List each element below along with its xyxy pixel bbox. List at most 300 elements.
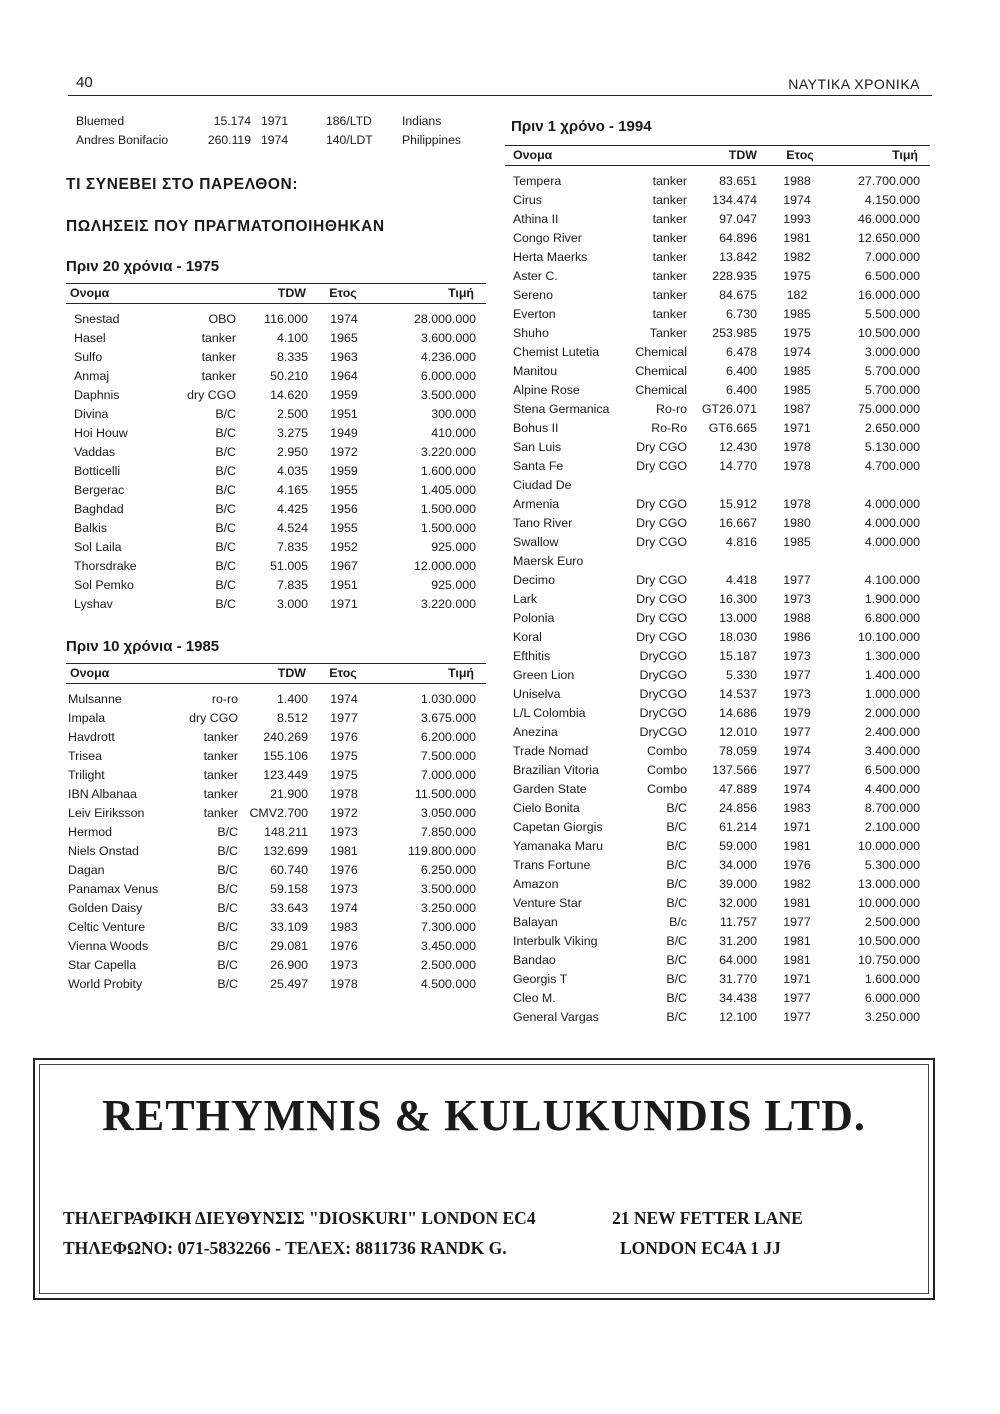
tdw-value: 31.200 xyxy=(719,934,757,948)
table-rule xyxy=(66,683,486,684)
row-spacer xyxy=(476,367,486,386)
vessel-type: Dry CGO xyxy=(636,440,687,454)
table-row xyxy=(505,495,930,514)
tdw-value: 7.835 xyxy=(276,578,308,592)
tdw-value: 7.835 xyxy=(276,540,308,554)
tdw-value: 51.005 xyxy=(270,559,308,573)
row-spacer xyxy=(920,343,930,362)
vessel-name: Bergerac xyxy=(74,483,125,497)
sale-price: 4.700.000 xyxy=(864,459,920,473)
vessel-type: tanker xyxy=(652,193,687,207)
tdw-value: 8.512 xyxy=(276,711,308,725)
row-spacer xyxy=(476,842,486,861)
tdw-value: 253.985 xyxy=(712,326,757,340)
year-built: 1976 xyxy=(330,730,358,744)
tdw-value: 21.900 xyxy=(270,787,308,801)
vessel-name: Havdrott xyxy=(68,730,115,744)
vessel-type: Combo xyxy=(647,763,687,777)
vessel-name: Panamax Venus xyxy=(68,882,159,896)
vessel-name: Shuho xyxy=(513,326,549,340)
vessel-name: Aster C. xyxy=(513,269,558,283)
tdw-value: 24.856 xyxy=(719,801,757,815)
row-spacer xyxy=(920,856,930,875)
sale-price: 3.400.000 xyxy=(864,744,920,758)
vessel-name: Amazon xyxy=(513,877,559,891)
table-row xyxy=(505,400,930,419)
row-spacer xyxy=(476,804,486,823)
row-spacer xyxy=(920,609,930,628)
row-spacer xyxy=(476,538,486,557)
tdw-value: 29.081 xyxy=(270,939,308,953)
vessel-type: B/C xyxy=(215,502,236,516)
row-spacer xyxy=(476,386,486,405)
row-spacer xyxy=(476,329,486,348)
row-spacer xyxy=(920,704,930,723)
vessel-type xyxy=(617,552,687,571)
year-built: 1977 xyxy=(783,668,811,682)
table-row xyxy=(505,267,930,286)
vessel-name: Uniselva xyxy=(513,687,561,701)
vessel-type: B/C xyxy=(666,877,687,891)
column-year-header: Ετος xyxy=(786,148,814,162)
vessel-type: B/C xyxy=(217,863,238,877)
tdw-value: 60.740 xyxy=(270,863,308,877)
table-row xyxy=(66,766,486,785)
table-row xyxy=(505,476,930,495)
vessel-type: Combo xyxy=(647,744,687,758)
sale-price: 7.000.000 xyxy=(864,250,920,264)
sale-price: 3.500.000 xyxy=(420,388,476,402)
row-spacer xyxy=(476,728,486,747)
vessel-type: tanker xyxy=(652,269,687,283)
sale-price: 46.000.000 xyxy=(857,212,920,226)
vessel-name: San Luis xyxy=(513,440,562,454)
sale-price: 5.500.000 xyxy=(864,307,920,321)
table-row xyxy=(505,723,930,742)
table-row xyxy=(505,951,930,970)
left-column xyxy=(66,112,486,994)
year-built: 1963 xyxy=(330,350,358,364)
table-row xyxy=(66,500,486,519)
sale-price: 10.500.000 xyxy=(857,934,920,948)
vessel-name: Sol Laila xyxy=(74,540,122,554)
table-row xyxy=(505,989,930,1008)
vessel-type: DryCGO xyxy=(639,649,687,663)
vessel-name: Yamanaka Maru xyxy=(513,839,603,853)
sale-price: 2.500.000 xyxy=(420,958,476,972)
city-postcode: LONDON EC4A 1 JJ xyxy=(620,1238,781,1258)
row-spacer xyxy=(920,723,930,742)
year-built: 1981 xyxy=(783,839,811,853)
year-built: 1976 xyxy=(783,858,811,872)
table-row xyxy=(66,348,486,367)
tdw-value: 2.950 xyxy=(276,445,308,459)
row-spacer xyxy=(920,400,930,419)
sale-price: 2.500.000 xyxy=(864,915,920,929)
row-spacer xyxy=(920,761,930,780)
year-built: 1964 xyxy=(330,369,358,383)
year-built: 1971 xyxy=(783,421,811,435)
table-row xyxy=(505,742,930,761)
table-row xyxy=(505,381,930,400)
period-20-header xyxy=(66,284,486,303)
sale-price: 1.030.000 xyxy=(420,692,476,706)
row-spacer xyxy=(920,324,930,343)
year-built: 1973 xyxy=(783,687,811,701)
sale-price: 10.100.000 xyxy=(857,630,920,644)
table-row xyxy=(66,842,486,861)
sale-price: 10.500.000 xyxy=(857,326,920,340)
year-built: 1978 xyxy=(783,440,811,454)
table-row xyxy=(66,367,486,386)
year-built: 1981 xyxy=(783,953,811,967)
year-built: 1974 xyxy=(783,744,811,758)
tdw-value: 3.000 xyxy=(276,597,308,611)
vessel-type: Dry CGO xyxy=(636,592,687,606)
table-row xyxy=(505,533,930,552)
table-row xyxy=(66,424,486,443)
table-row xyxy=(505,856,930,875)
vessel-name: Efthitis xyxy=(513,649,551,663)
year-built: 1973 xyxy=(330,882,358,896)
year-built: 1952 xyxy=(330,540,358,554)
sale-price: 4.500.000 xyxy=(420,977,476,991)
year-built: 1981 xyxy=(783,896,811,910)
tdw-value: CMV2.700 xyxy=(249,806,308,820)
year-built: 1978 xyxy=(783,497,811,511)
sale-price: 3.250.000 xyxy=(420,901,476,915)
year-built: 1985 xyxy=(783,307,811,321)
vessel-type: Chemical xyxy=(635,383,687,397)
tdw-value: 137.566 xyxy=(712,763,757,777)
vessel-type: B/C xyxy=(215,540,236,554)
vessel-type: dry CGO xyxy=(189,711,238,725)
table-row xyxy=(66,937,486,956)
sale-price: 6.500.000 xyxy=(864,269,920,283)
tdw-value: 155.106 xyxy=(263,749,308,763)
year-built: 1974 xyxy=(330,692,358,706)
year-built: 1978 xyxy=(330,977,358,991)
year-built: 1974 xyxy=(330,312,358,326)
sale-price: 119.800.000 xyxy=(408,844,476,858)
vessel-name: Brazilian Vitoria xyxy=(513,763,599,777)
row-spacer xyxy=(920,742,930,761)
sale-price: 300.000 xyxy=(431,407,476,421)
vessel-type: tanker xyxy=(652,307,687,321)
vessel-type: Dry CGO xyxy=(636,573,687,587)
tdw-value: 32.000 xyxy=(719,896,757,910)
sale-price: 1.400.000 xyxy=(864,668,920,682)
vessel-type: B/C xyxy=(215,521,236,535)
year-built: 1987 xyxy=(783,402,811,416)
year-built: 1985 xyxy=(783,364,811,378)
period-10-title: Πριν 10 χρόνια - 1985 xyxy=(66,638,220,655)
sale-price: 4.100.000 xyxy=(864,573,920,587)
row-spacer xyxy=(476,690,486,709)
table-row xyxy=(505,628,930,647)
vessel-type: Dry CGO xyxy=(636,459,687,473)
sale-price: 7.000.000 xyxy=(420,768,476,782)
year-built: 1976 xyxy=(330,863,358,877)
year-built: 1983 xyxy=(783,801,811,815)
row-spacer xyxy=(920,533,930,552)
right-column xyxy=(505,112,930,1027)
tdw-value: 1.400 xyxy=(276,692,308,706)
vessel-type: tanker xyxy=(201,350,236,364)
vessel-type: B/C xyxy=(217,939,238,953)
vessel-name: Alpine Rose xyxy=(513,383,580,397)
row-spacer xyxy=(476,766,486,785)
sale-price: 2.000.000 xyxy=(864,706,920,720)
row-spacer xyxy=(920,210,930,229)
section-subheading: ΠΩΛΗΣΕΙΣ ΠΟΥ ΠΡΑΓΜΑΤΟΠΟΙΗΘΗΚΑΝ xyxy=(66,218,385,235)
vessel-type: tanker xyxy=(203,806,238,820)
tdw-value: 13.000 xyxy=(719,611,757,625)
row-spacer xyxy=(920,267,930,286)
phone-telex: ΤΗΛΕΦΩΝΟ: 071-5832266 - ΤΕΛΕΧ: 8811736 RANDK G. xyxy=(63,1238,507,1258)
vessel-type: B/C xyxy=(217,901,238,915)
sale-price: 3.450.000 xyxy=(420,939,476,953)
year-built: 1949 xyxy=(330,426,358,440)
row-spacer xyxy=(920,970,930,989)
table-row xyxy=(66,405,486,424)
sale-price: 1.500.000 xyxy=(420,521,476,535)
sale-price: 75.000.000 xyxy=(857,402,920,416)
vessel-type: Dry CGO xyxy=(636,611,687,625)
table-row xyxy=(505,248,930,267)
year-built: 1978 xyxy=(330,787,358,801)
tdw-value: 15.187 xyxy=(719,649,757,663)
tdw-value: 31.770 xyxy=(719,972,757,986)
year-built: 1979 xyxy=(783,706,811,720)
tdw-value: 14.537 xyxy=(719,687,757,701)
vessel-type: B/C xyxy=(215,445,236,459)
period-20-table xyxy=(66,310,486,614)
vessel-type: Chemical xyxy=(635,345,687,359)
table-row xyxy=(66,557,486,576)
tdw-value: 59.000 xyxy=(719,839,757,853)
vessel-type: Dry CGO xyxy=(636,516,687,530)
year-built: 1977 xyxy=(783,991,811,1005)
year-built: 1981 xyxy=(783,231,811,245)
table-row xyxy=(505,514,930,533)
vessel-name: Botticelli xyxy=(74,464,121,478)
sale-price: 7.500.000 xyxy=(420,749,476,763)
table-row xyxy=(505,305,930,324)
year-built: 1967 xyxy=(330,559,358,573)
sale-price: 16.000.000 xyxy=(857,288,920,302)
vessel-name: Armenia xyxy=(513,497,560,511)
vessel-type: OBO xyxy=(208,312,236,326)
vessel-name: World Probity xyxy=(68,977,143,991)
tdw-value: 26.900 xyxy=(270,958,308,972)
vessel-name: Ciudad De xyxy=(513,478,572,492)
table-row xyxy=(505,191,930,210)
sale-price: 7.850.000 xyxy=(420,825,476,839)
year-built: 1977 xyxy=(330,711,358,725)
sale-price: 11.500.000 xyxy=(414,787,476,801)
tdw-value: GT26.071 xyxy=(701,402,757,416)
vessel-name: Cielo Bonita xyxy=(513,801,580,815)
sale-price: 2.650.000 xyxy=(864,421,920,435)
row-spacer xyxy=(920,362,930,381)
year-built: 1959 xyxy=(330,464,358,478)
sale-price: 3.000.000 xyxy=(864,345,920,359)
row-spacer xyxy=(920,381,930,400)
vessel-type: tanker xyxy=(201,331,236,345)
year-built: 1981 xyxy=(330,844,358,858)
sale-price: 4.150.000 xyxy=(864,193,920,207)
row-spacer xyxy=(476,519,486,538)
vessel-name: Bandao xyxy=(513,953,556,967)
tdw-value: 13.842 xyxy=(719,250,757,264)
sale-price: 5.700.000 xyxy=(864,383,920,397)
vessel-name: Impala xyxy=(68,711,106,725)
vessel-name: General Vargas xyxy=(513,1010,599,1024)
year-built: 1983 xyxy=(330,920,358,934)
table-row xyxy=(505,647,930,666)
sale-price: 8.700.000 xyxy=(864,801,920,815)
row-spacer xyxy=(441,112,486,131)
table-row xyxy=(505,324,930,343)
sale-price: 5.300.000 xyxy=(864,858,920,872)
row-spacer xyxy=(920,457,930,476)
sale-price: 7.300.000 xyxy=(420,920,476,934)
row-spacer xyxy=(476,709,486,728)
tdw-value: 97.047 xyxy=(719,212,757,226)
tdw-value: 61.214 xyxy=(719,820,757,834)
tdw-value: 14.686 xyxy=(719,706,757,720)
year-built xyxy=(757,552,837,571)
row-spacer xyxy=(920,951,930,970)
vessel-type: tanker xyxy=(652,231,687,245)
vessel-type: DryCGO xyxy=(639,687,687,701)
row-spacer xyxy=(920,780,930,799)
tdw-value: 34.438 xyxy=(719,991,757,1005)
year-built: 1985 xyxy=(783,383,811,397)
vessel-type: tanker xyxy=(652,174,687,188)
vessel-name: Balkis xyxy=(74,521,108,535)
vessel-name: Anmaj xyxy=(74,369,110,383)
year-built: 1988 xyxy=(783,174,811,188)
tdw-value xyxy=(687,552,757,571)
row-spacer xyxy=(920,875,930,894)
vessel-type: Combo xyxy=(647,782,687,796)
column-tdw-header: TDW xyxy=(728,148,757,162)
tdw-value: 16.667 xyxy=(719,516,757,530)
year-built: 1985 xyxy=(783,535,811,549)
vessel-name: Congo River xyxy=(513,231,582,245)
sale-price xyxy=(837,476,920,495)
row-spacer xyxy=(476,576,486,595)
sale-price: 1.000.000 xyxy=(864,687,920,701)
table-row xyxy=(505,419,930,438)
vessel-name: Capetan Giorgis xyxy=(513,820,603,834)
tdw-value: 18.030 xyxy=(719,630,757,644)
row-spacer xyxy=(476,557,486,576)
year-built: 1978 xyxy=(783,459,811,473)
row-spacer xyxy=(476,500,486,519)
section-heading: ΤΙ ΣΥΝΕΒΕΙ ΣΤΟ ΠΑΡΕΛΘΟΝ: xyxy=(66,176,299,193)
year-built: 1980 xyxy=(783,516,811,530)
row-spacer xyxy=(476,747,486,766)
tdw-value: GT6.665 xyxy=(708,421,757,435)
row-spacer xyxy=(920,989,930,1008)
table-rule xyxy=(505,165,930,166)
vessel-name: Andres Bonifacio xyxy=(76,133,169,147)
page-number: 40 xyxy=(76,74,93,91)
column-price-header: Τιμή xyxy=(448,666,474,680)
vessel-type: tanker xyxy=(203,768,238,782)
row-spacer xyxy=(476,310,486,329)
sale-price: 12.000.000 xyxy=(413,559,476,573)
year-built: 1977 xyxy=(783,573,811,587)
tdw-value: 4.100 xyxy=(276,331,308,345)
vessel-name: Lark xyxy=(513,592,538,606)
tdw-value: 123.449 xyxy=(263,768,308,782)
vessel-name: Divina xyxy=(74,407,109,421)
tdw-value: 78.059 xyxy=(719,744,757,758)
year-built: 1982 xyxy=(783,877,811,891)
sale-price: 3.600.000 xyxy=(420,331,476,345)
vessel-type: B/C xyxy=(215,407,236,421)
vessel-name: Celtic Venture xyxy=(68,920,146,934)
vessel-name: Trans Fortune xyxy=(513,858,591,872)
row-spacer xyxy=(920,571,930,590)
vessel-name: Cleo M. xyxy=(513,991,556,1005)
vessel-name: Daphnis xyxy=(74,388,120,402)
row-spacer xyxy=(476,899,486,918)
vessel-name: Polonia xyxy=(513,611,555,625)
row-spacer xyxy=(920,913,930,932)
vessel-name: Vienna Woods xyxy=(68,939,149,953)
period-10-header xyxy=(66,664,486,683)
row-spacer xyxy=(920,799,930,818)
vessel-name: Chemist Lutetia xyxy=(513,345,600,359)
row-spacer xyxy=(920,685,930,704)
class-info: 186/LTD xyxy=(326,114,372,128)
year-built xyxy=(757,476,837,495)
year-built: 1955 xyxy=(330,483,358,497)
row-spacer xyxy=(920,172,930,191)
year-built: 1971 xyxy=(261,114,289,128)
vessel-name: Trilight xyxy=(68,768,105,782)
year-built: 1973 xyxy=(783,592,811,606)
row-spacer xyxy=(476,462,486,481)
column-name-header: Ονομα xyxy=(70,286,110,300)
year-built: 1971 xyxy=(783,972,811,986)
tdw-value: 33.643 xyxy=(270,901,308,915)
vessel-type: B/C xyxy=(217,882,238,896)
year-built: 182 xyxy=(786,288,808,302)
header-rule xyxy=(68,95,932,96)
sale-price: 5.130.000 xyxy=(864,440,920,454)
buyer: Philippines xyxy=(402,133,461,147)
vessel-name: Balayan xyxy=(513,915,558,929)
vessel-type: Dry CGO xyxy=(636,497,687,511)
vessel-name: Santa Fe xyxy=(513,459,564,473)
sale-price: 1.300.000 xyxy=(864,649,920,663)
year-built: 1977 xyxy=(783,915,811,929)
period-20-title: Πριν 20 χρόνια - 1975 xyxy=(66,258,220,275)
sale-price: 28.000.000 xyxy=(413,312,476,326)
vessel-name: Tempera xyxy=(513,174,562,188)
table-row xyxy=(66,519,486,538)
sale-price: 1.900.000 xyxy=(864,592,920,606)
tdw-value: 8.335 xyxy=(276,350,308,364)
table-row xyxy=(66,823,486,842)
vessel-name: Koral xyxy=(513,630,542,644)
